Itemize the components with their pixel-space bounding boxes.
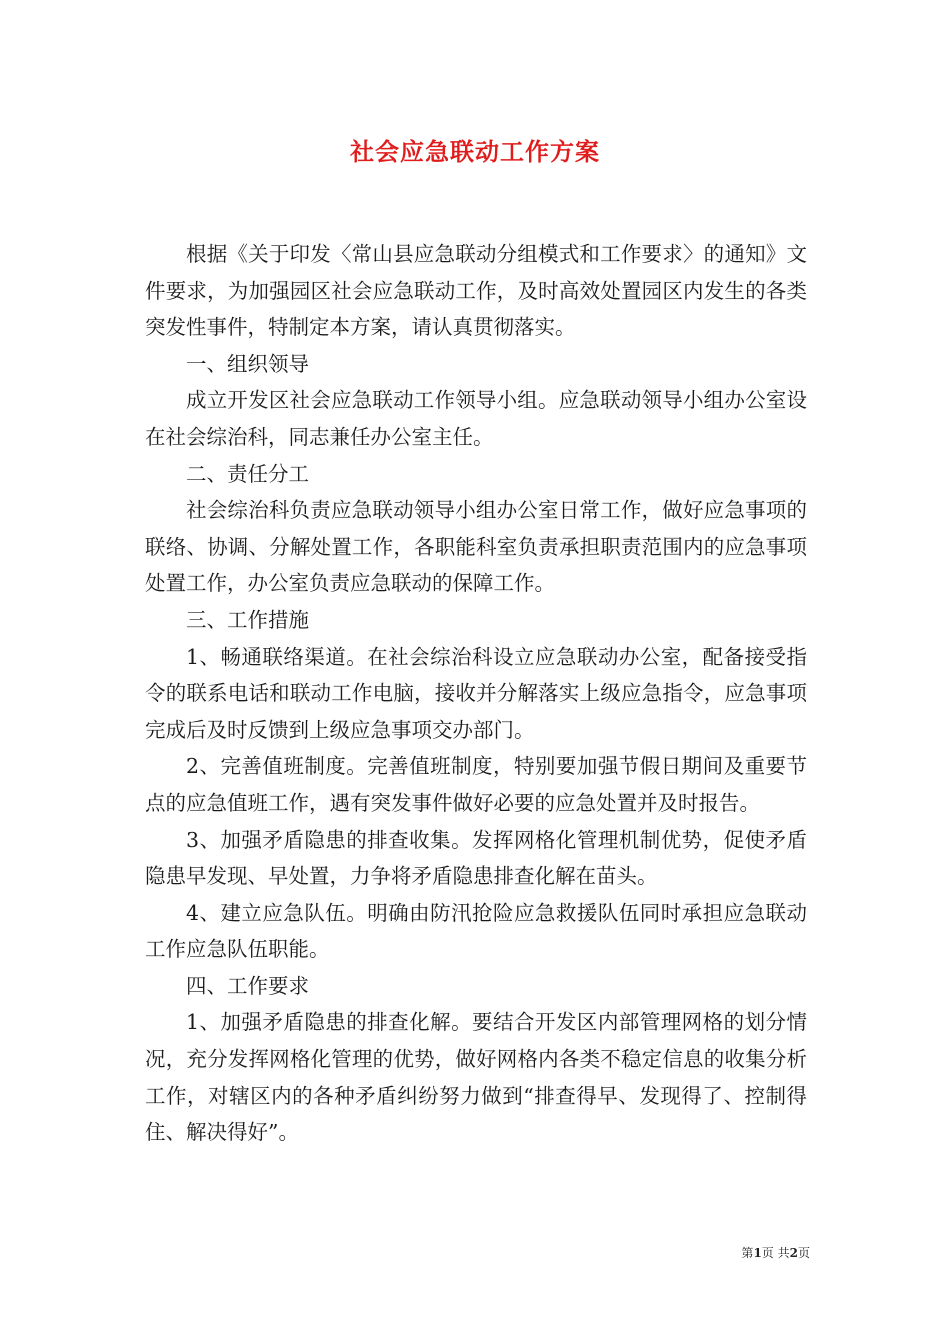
intro-paragraph: 根据《关于印发〈常山县应急联动分组模式和工作要求〉的通知》文件要求，为加强园区社会应急联动工作，及时高效处置园区内发生的各类突发性事件，特制定本方案，请认真贯彻落实。: [145, 242, 807, 340]
measure-item-3: 3、加强矛盾隐患的排查收集。发挥网格化管理机制优势，促使矛盾隐患早发现、早处置，力争将矛盾隐患排查化解在苗头。: [145, 827, 807, 889]
organization-paragraph: 成立开发区社会应急联动工作领导小组。应急联动领导小组办公室设在社会综治科，同志兼任办公室主任。: [145, 388, 807, 449]
document-body: [145, 236, 807, 1151]
page-number-footer: [700, 1244, 810, 1261]
section-heading-responsibility: 二、责任分工: [186, 461, 309, 486]
responsibility-paragraph: 社会综治科负责应急联动领导小组办公室日常工作，做好应急事项的联络、协调、分解处置工作，各职能科室负责承担职责范围内的应急事项处置工作，办公室负责应急联动的保障工作。: [145, 498, 807, 596]
footer-suffix: 页: [797, 1246, 810, 1260]
footer-current-page: 1: [753, 1246, 762, 1260]
section-heading-measures: 三、工作措施: [186, 607, 309, 632]
section-heading-organization: 一、组织领导: [186, 351, 309, 376]
measure-item-4: 4、建立应急队伍。明确由防汛抢险应急救援队伍同时承担应急联动工作应急队伍职能。: [145, 900, 807, 962]
measure-item-1: 1、畅通联络渠道。在社会综治科设立应急联动办公室，配备接受指令的联系电话和联动工作电脑，接收并分解落实上级应急指令，应急事项完成后及时反馈到上级应急事项交办部门。: [145, 644, 807, 742]
document-title: 社会应急联动工作方案: [350, 137, 600, 166]
requirement-item-1: 1、加强矛盾隐患的排查化解。要结合开发区内部管理网格的划分情况，充分发挥网格化管理的优势，做好网格内各类不稳定信息的收集分析工作，对辖区内的各种矛盾纠纷努力做到“排查得早、发现得了、控制得住、解决得好”。: [145, 1010, 807, 1145]
footer-middle: 页 共: [761, 1246, 790, 1260]
footer-prefix: 第: [741, 1246, 754, 1260]
footer-total-pages: 2: [789, 1246, 798, 1260]
section-heading-requirements: 四、工作要求: [186, 973, 309, 998]
measure-item-2: 2、完善值班制度。完善值班制度，特别要加强节假日期间及重要节点的应急值班工作，遇有突发事件做好必要的应急处置并及时报告。: [145, 754, 807, 815]
